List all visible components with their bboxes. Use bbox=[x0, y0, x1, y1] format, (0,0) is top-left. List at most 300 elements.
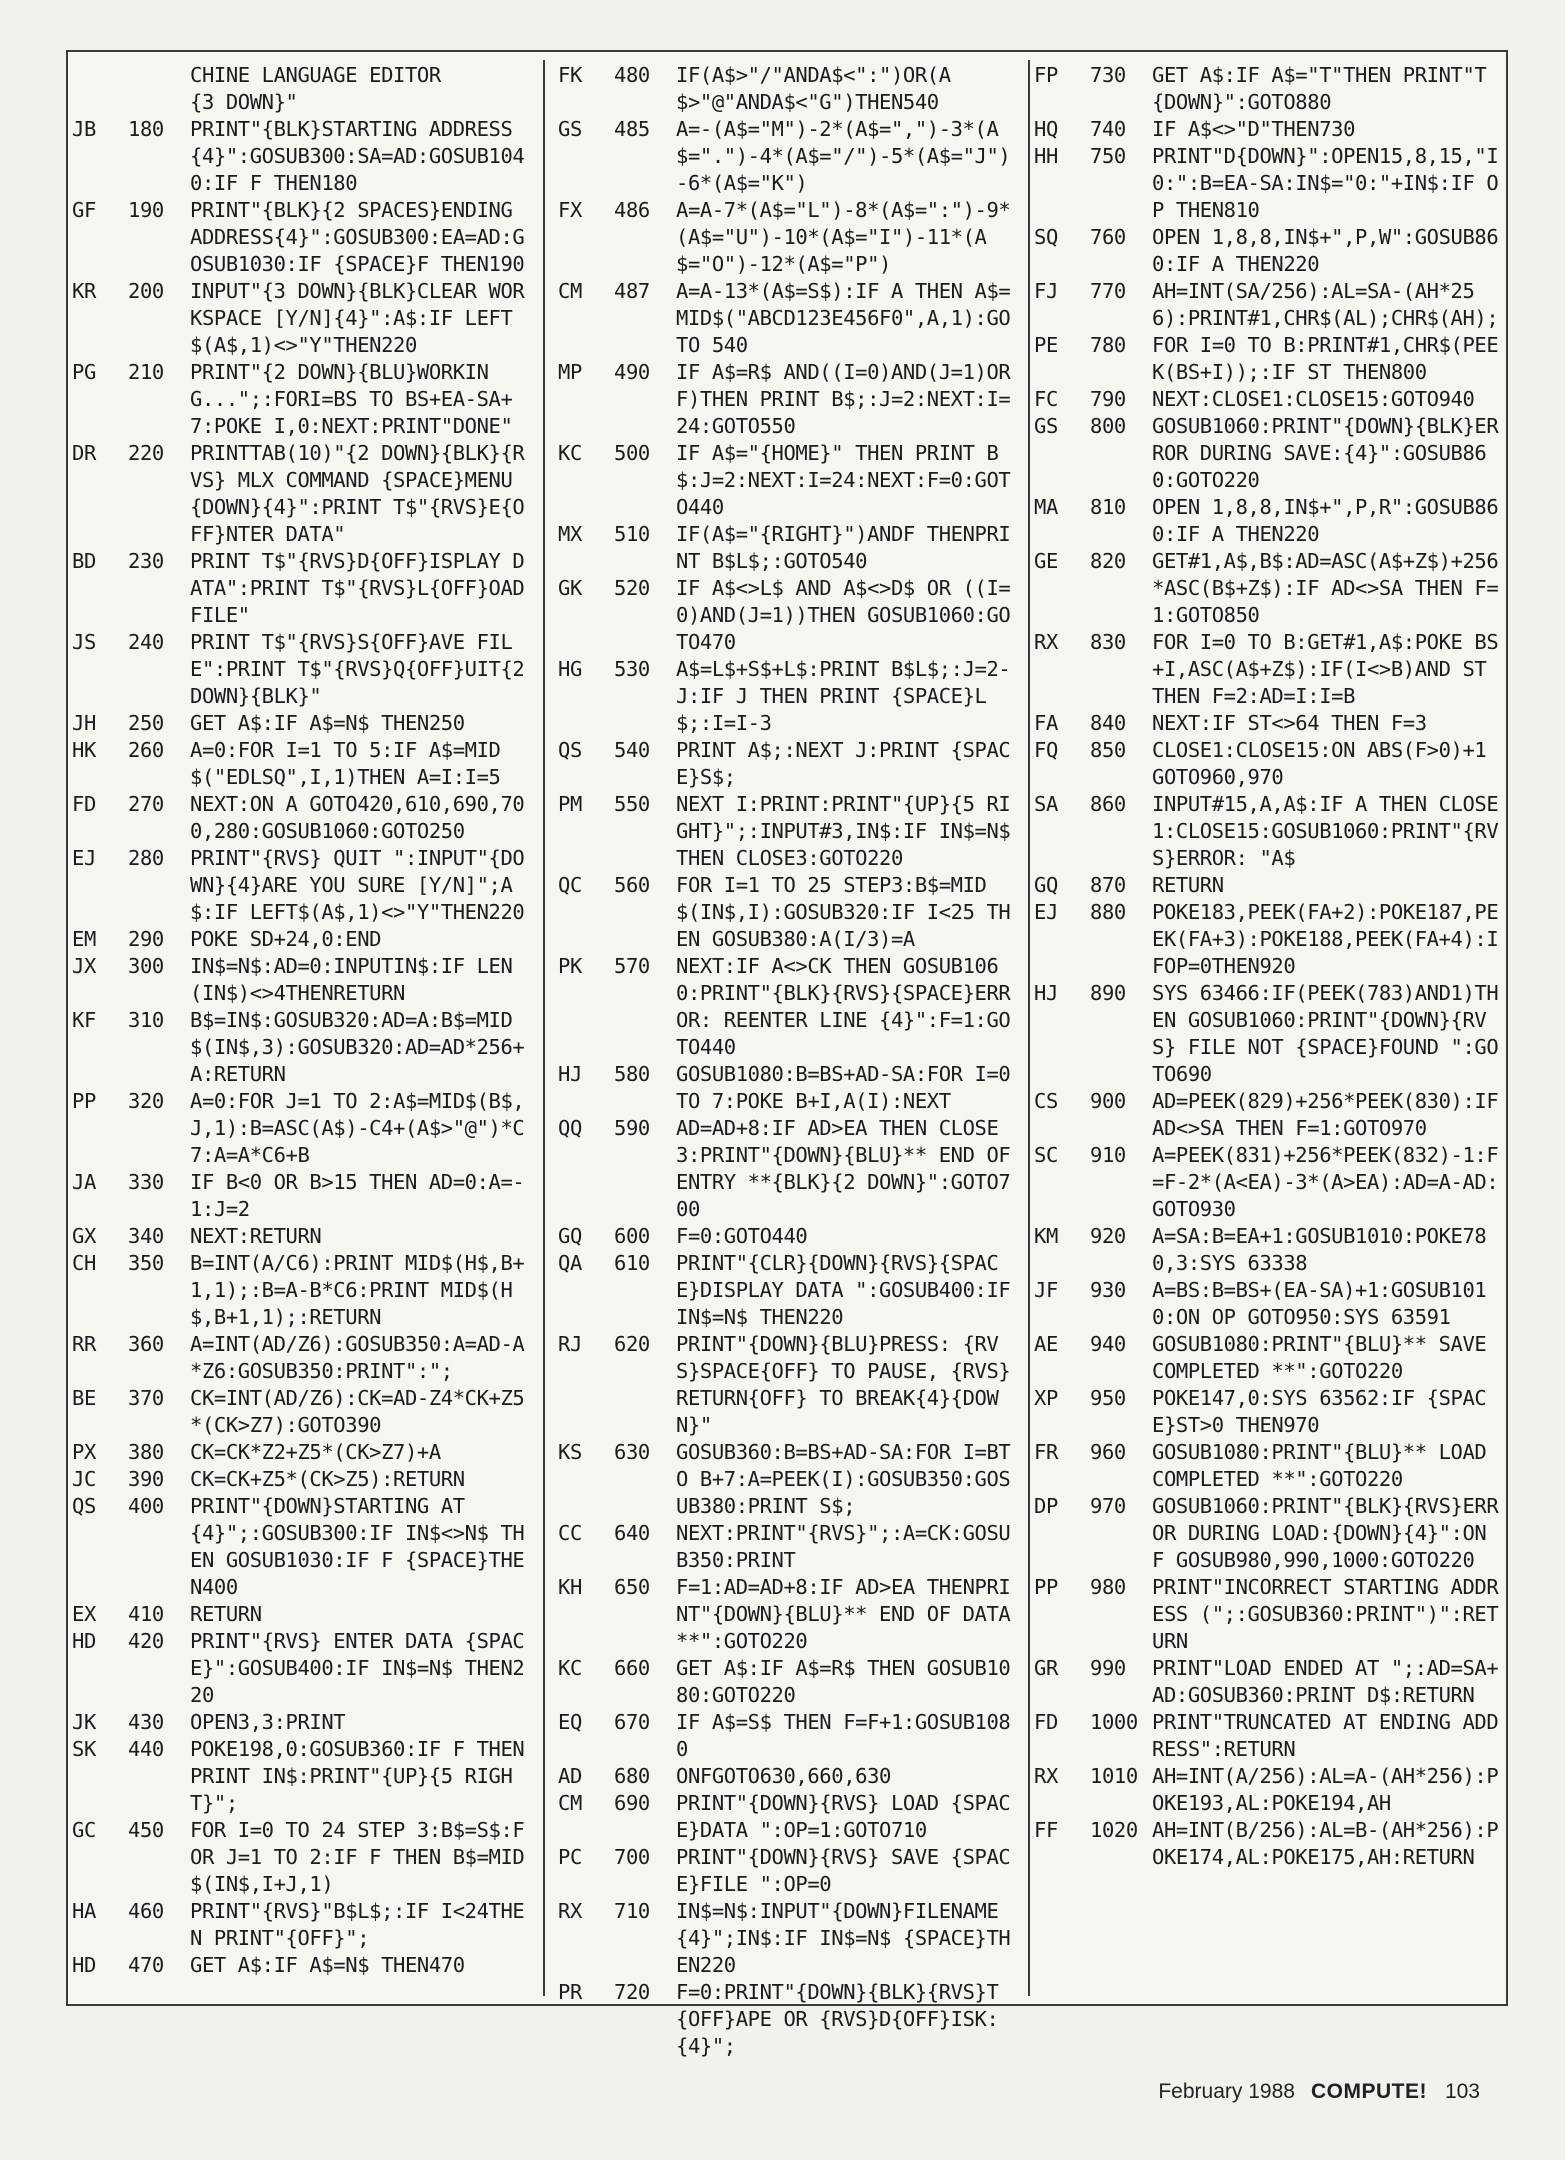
line-number: 520 bbox=[614, 576, 650, 600]
listing-panel bbox=[66, 50, 1511, 2058]
line-number: 490 bbox=[614, 360, 650, 384]
code-line bbox=[72, 1817, 536, 1898]
checksum: JS bbox=[72, 630, 96, 654]
code-text: IF A$<>"D"THEN730 bbox=[1152, 117, 1356, 141]
code-text: NEXT:IF ST<>64 THEN F=3 bbox=[1152, 711, 1427, 735]
checksum: PR bbox=[558, 1980, 582, 2004]
line-number: 650 bbox=[614, 1575, 650, 1599]
code-line bbox=[1034, 1223, 1506, 1277]
code-line bbox=[558, 1844, 1022, 1898]
code-line bbox=[72, 737, 536, 791]
line-number: 940 bbox=[1090, 1332, 1126, 1356]
checksum: PP bbox=[1034, 1575, 1058, 1599]
code-line bbox=[72, 197, 536, 278]
code-line bbox=[558, 62, 1022, 116]
line-number: 680 bbox=[614, 1764, 650, 1788]
code-text: F=0:GOTO440 bbox=[676, 1224, 808, 1248]
checksum: FC bbox=[1034, 387, 1058, 411]
checksum: RX bbox=[558, 1899, 582, 1923]
checksum: KM bbox=[1034, 1224, 1058, 1248]
code-text: IF A$<>L$ AND A$<>D$ OR ((I=0)AND(J=1))THEN GOSUB1060:GOTO470 bbox=[676, 576, 1011, 654]
page-footer bbox=[1000, 2080, 1480, 2104]
code-text: OPEN3,3:PRINT bbox=[190, 1710, 346, 1734]
code-text: PRINT"{BLK}STARTING ADDRESS{4}":GOSUB300:SA=AD:GOSUB1040:IF F THEN180 bbox=[190, 117, 525, 195]
code-line bbox=[72, 1628, 536, 1709]
line-number: 410 bbox=[128, 1602, 164, 1626]
code-line bbox=[558, 1979, 1022, 2060]
code-line bbox=[1034, 413, 1506, 494]
code-line bbox=[72, 1250, 536, 1331]
checksum: HK bbox=[72, 738, 96, 762]
checksum: QA bbox=[558, 1251, 582, 1275]
code-text: IF A$=S$ THEN F=F+1:GOSUB1080 bbox=[676, 1710, 1011, 1761]
code-text: GOSUB360:B=BS+AD-SA:FOR I=BTO B+7:A=PEEK(I):GOSUB350:GOSUB380:PRINT S$; bbox=[676, 1440, 1011, 1518]
checksum: CM bbox=[558, 1791, 582, 1815]
line-number: 660 bbox=[614, 1656, 650, 1680]
code-line bbox=[558, 1115, 1022, 1223]
code-text: A=A-13*(A$=S$):IF A THEN A$=MID$("ABCD123E456F0",A,1):GOTO 540 bbox=[676, 279, 1011, 357]
checksum: HG bbox=[558, 657, 582, 681]
code-line bbox=[1034, 224, 1506, 278]
code-text: SYS 63466:IF(PEEK(783)AND1)THEN GOSUB1060:PRINT"{DOWN}{RVS} FILE NOT {SPACE}FOUND ":GOTO690 bbox=[1152, 981, 1499, 1086]
code-text: POKE198,0:GOSUB360:IF F THEN PRINT IN$:PRINT"{UP}{5 RIGHT}"; bbox=[190, 1737, 537, 1815]
checksum: HJ bbox=[1034, 981, 1058, 1005]
checksum: PE bbox=[1034, 333, 1058, 357]
code-text: PRINT"D{DOWN}":OPEN15,8,15,"I0:":B=EA-SA:IN$="0:"+IN$:IF OP THEN810 bbox=[1152, 144, 1499, 222]
code-line bbox=[1034, 980, 1506, 1088]
line-number: 330 bbox=[128, 1170, 164, 1194]
line-number: 860 bbox=[1090, 792, 1126, 816]
checksum: FD bbox=[1034, 1710, 1058, 1734]
checksum: AE bbox=[1034, 1332, 1058, 1356]
code-text: B$=IN$:GOSUB320:AD=A:B$=MID$(IN$,3):GOSUB320:AD=AD*256+A:RETURN bbox=[190, 1008, 525, 1086]
code-text: NEXT:RETURN bbox=[190, 1224, 322, 1248]
code-text: PRINT"TRUNCATED AT ENDING ADDRESS":RETURN bbox=[1152, 1710, 1499, 1761]
line-number: 200 bbox=[128, 279, 164, 303]
line-number: 840 bbox=[1090, 711, 1126, 735]
checksum: FX bbox=[558, 198, 582, 222]
checksum: CS bbox=[1034, 1089, 1058, 1113]
line-number: 970 bbox=[1090, 1494, 1126, 1518]
code-text: CK=CK*Z2+Z5*(CK>Z7)+A bbox=[190, 1440, 441, 1464]
code-text: POKE183,PEEK(FA+2):POKE187,PEEK(FA+3):POKE188,PEEK(FA+4):IFOP=0THEN920 bbox=[1152, 900, 1499, 978]
line-number: 880 bbox=[1090, 900, 1126, 924]
code-text: AH=INT(B/256):AL=B-(AH*256):POKE174,AL:POKE175,AH:RETURN bbox=[1152, 1818, 1499, 1869]
line-number: 930 bbox=[1090, 1278, 1126, 1302]
line-number: 750 bbox=[1090, 144, 1126, 168]
checksum: QS bbox=[72, 1494, 96, 1518]
checksum: FQ bbox=[1034, 738, 1058, 762]
checksum: GE bbox=[1034, 549, 1058, 573]
code-text: PRINT"{DOWN}{RVS} LOAD {SPACE}DATA ":OP=1:GOTO710 bbox=[676, 1791, 1011, 1842]
line-number: 570 bbox=[614, 954, 650, 978]
code-line bbox=[558, 791, 1022, 872]
code-line bbox=[72, 1088, 536, 1169]
code-line bbox=[72, 62, 536, 116]
checksum: GK bbox=[558, 576, 582, 600]
checksum: MX bbox=[558, 522, 582, 546]
line-number: 950 bbox=[1090, 1386, 1126, 1410]
line-number: 210 bbox=[128, 360, 164, 384]
code-text: PRINTTAB(10)"{2 DOWN}{BLK}{RVS} MLX COMMAND {SPACE}MENU {DOWN}{4}":PRINT T$"{RVS}E{OFF}NTER DATA" bbox=[190, 441, 525, 546]
checksum: MA bbox=[1034, 495, 1058, 519]
code-line bbox=[1034, 737, 1506, 791]
code-text: IF(A$="{RIGHT}")ANDF THENPRINT B$L$;:GOTO540 bbox=[676, 522, 1011, 573]
code-text: PRINT"{RVS} ENTER DATA {SPACE}":GOSUB400:IF IN$=N$ THEN220 bbox=[190, 1629, 525, 1707]
code-line bbox=[1034, 494, 1506, 548]
code-line bbox=[1034, 62, 1506, 116]
line-number: 900 bbox=[1090, 1089, 1126, 1113]
code-line bbox=[1034, 1142, 1506, 1223]
checksum: CC bbox=[558, 1521, 582, 1545]
code-line bbox=[558, 656, 1022, 737]
line-number: 240 bbox=[128, 630, 164, 654]
code-text: NEXT:PRINT"{RVS}";:A=CK:GOSUB350:PRINT bbox=[676, 1521, 1011, 1572]
code-text: PRINT"{2 DOWN}{BLU}WORKING...";:FORI=BS TO BS+EA-SA+7:POKE I,0:NEXT:PRINT"DONE" bbox=[190, 360, 513, 438]
line-number: 730 bbox=[1090, 63, 1126, 87]
line-number: 380 bbox=[128, 1440, 164, 1464]
line-number: 470 bbox=[128, 1953, 164, 1977]
code-text: B=INT(A/C6):PRINT MID$(H$,B+1,1);:B=A-B*C6:PRINT MID$(H$,B+1,1);:RETURN bbox=[190, 1251, 525, 1329]
line-number: 580 bbox=[614, 1062, 650, 1086]
line-number: 220 bbox=[128, 441, 164, 465]
code-text: PRINT"{CLR}{DOWN}{RVS}{SPACE}DISPLAY DATA ":GOSUB400:IF IN$=N$ THEN220 bbox=[676, 1251, 1023, 1329]
line-number: 260 bbox=[128, 738, 164, 762]
listing-column-3 bbox=[1034, 62, 1511, 1996]
checksum: KS bbox=[558, 1440, 582, 1464]
code-line bbox=[72, 278, 536, 359]
checksum: FJ bbox=[1034, 279, 1058, 303]
line-number: 270 bbox=[128, 792, 164, 816]
code-line bbox=[1034, 1439, 1506, 1493]
code-text: F=1:AD=AD+8:IF AD>EA THENPRINT"{DOWN}{BLU}** END OF DATA **":GOTO220 bbox=[676, 1575, 1023, 1653]
checksum: XP bbox=[1034, 1386, 1058, 1410]
line-number: 460 bbox=[128, 1899, 164, 1923]
line-number: 600 bbox=[614, 1224, 650, 1248]
checksum: GR bbox=[1034, 1656, 1058, 1680]
listing-column-1 bbox=[72, 62, 536, 1996]
code-text: GOSUB1080:PRINT"{BLU}** SAVE COMPLETED **":GOTO220 bbox=[1152, 1332, 1499, 1383]
code-text: ONFGOTO630,660,630 bbox=[676, 1764, 891, 1788]
code-line bbox=[558, 1520, 1022, 1574]
code-line bbox=[558, 1709, 1022, 1763]
line-number: 710 bbox=[614, 1899, 650, 1923]
checksum: MP bbox=[558, 360, 582, 384]
code-line bbox=[1034, 1277, 1506, 1331]
checksum: PM bbox=[558, 792, 582, 816]
code-text: A=-(A$="M")-2*(A$=",")-3*(A$=".")-4*(A$="/")-5*(A$="J")-6*(A$="K") bbox=[676, 117, 1011, 195]
checksum: RX bbox=[1034, 630, 1058, 654]
code-line bbox=[558, 1655, 1022, 1709]
code-text: AH=INT(A/256):AL=A-(AH*256):POKE193,AL:POKE194,AH bbox=[1152, 1764, 1499, 1815]
code-text: PRINT"{DOWN}{RVS} SAVE {SPACE}FILE ":OP=0 bbox=[676, 1845, 1011, 1896]
line-number: 1010 bbox=[1090, 1764, 1138, 1788]
checksum: QS bbox=[558, 738, 582, 762]
code-line bbox=[558, 197, 1022, 278]
checksum: JK bbox=[72, 1710, 96, 1734]
line-number: 670 bbox=[614, 1710, 650, 1734]
checksum: FD bbox=[72, 792, 96, 816]
line-number: 610 bbox=[614, 1251, 650, 1275]
code-line bbox=[558, 1574, 1022, 1655]
code-line bbox=[558, 1331, 1022, 1439]
code-line bbox=[558, 872, 1022, 953]
line-number: 340 bbox=[128, 1224, 164, 1248]
line-number: 230 bbox=[128, 549, 164, 573]
code-text: GET A$:IF A$="T"THEN PRINT"T{DOWN}":GOTO880 bbox=[1152, 63, 1487, 114]
code-line bbox=[72, 1493, 536, 1601]
checksum: GQ bbox=[558, 1224, 582, 1248]
code-line bbox=[1034, 1709, 1506, 1763]
checksum: GQ bbox=[1034, 873, 1058, 897]
checksum: FP bbox=[1034, 63, 1058, 87]
code-text: A$=L$+S$+L$:PRINT B$L$;:J=2-J:IF J THEN PRINT {SPACE}L$;:I=I-3 bbox=[676, 657, 1011, 735]
line-number: 700 bbox=[614, 1845, 650, 1869]
line-number: 370 bbox=[128, 1386, 164, 1410]
line-number: 480 bbox=[614, 63, 650, 87]
code-line bbox=[72, 1898, 536, 1952]
checksum: JH bbox=[72, 711, 96, 735]
code-text: PRINT T$"{RVS}D{OFF}ISPLAY DATA":PRINT T$"{RVS}L{OFF}OAD FILE" bbox=[190, 549, 537, 627]
checksum: HD bbox=[72, 1953, 96, 1977]
code-line bbox=[1034, 1763, 1506, 1817]
code-line bbox=[558, 278, 1022, 359]
code-line bbox=[72, 1466, 536, 1493]
checksum: KR bbox=[72, 279, 96, 303]
line-number: 280 bbox=[128, 846, 164, 870]
checksum: DP bbox=[1034, 1494, 1058, 1518]
code-line bbox=[1034, 629, 1506, 710]
code-line bbox=[558, 1223, 1022, 1250]
code-text: CLOSE1:CLOSE15:ON ABS(F>0)+1 GOTO960,970 bbox=[1152, 738, 1499, 789]
code-line bbox=[1034, 872, 1506, 899]
checksum: CM bbox=[558, 279, 582, 303]
code-line bbox=[558, 440, 1022, 521]
line-number: 350 bbox=[128, 1251, 164, 1275]
code-line bbox=[72, 1601, 536, 1628]
code-text: AD=AD+8:IF AD>EA THEN CLOSE3:PRINT"{DOWN}{BLU}** END OF ENTRY **{BLK}{2 DOWN}":GOTO700 bbox=[676, 1116, 1023, 1221]
line-number: 740 bbox=[1090, 117, 1126, 141]
checksum: JF bbox=[1034, 1278, 1058, 1302]
code-line bbox=[72, 791, 536, 845]
code-line bbox=[1034, 278, 1506, 332]
line-number: 990 bbox=[1090, 1656, 1126, 1680]
code-line bbox=[558, 1439, 1022, 1520]
line-number: 510 bbox=[614, 522, 650, 546]
line-number: 890 bbox=[1090, 981, 1126, 1005]
line-number: 760 bbox=[1090, 225, 1126, 249]
code-text: RETURN bbox=[190, 1602, 262, 1626]
code-text: PRINT"{DOWN}{BLU}PRESS: {RVS}SPACE{OFF} TO PAUSE, {RVS}RETURN{OFF} TO BREAK{4}{DOWN}" bbox=[676, 1332, 1011, 1437]
code-text: PRINT"LOAD ENDED AT ";:AD=SA+AD:GOSUB360:PRINT D$:RETURN bbox=[1152, 1656, 1499, 1707]
code-line bbox=[558, 359, 1022, 440]
line-number: 820 bbox=[1090, 549, 1126, 573]
checksum: KC bbox=[558, 1656, 582, 1680]
code-text: CK=INT(AD/Z6):CK=AD-Z4*CK+Z5*(CK>Z7):GOTO390 bbox=[190, 1386, 525, 1437]
code-text: GET#1,A$,B$:AD=ASC(A$+Z$)+256*ASC(B$+Z$):IF AD<>SA THEN F=1:GOTO850 bbox=[1152, 549, 1499, 627]
code-line bbox=[72, 116, 536, 197]
code-line bbox=[72, 629, 536, 710]
checksum: HJ bbox=[558, 1062, 582, 1086]
checksum: KF bbox=[72, 1008, 96, 1032]
line-number: 640 bbox=[614, 1521, 650, 1545]
code-line bbox=[558, 521, 1022, 575]
code-line bbox=[558, 953, 1022, 1061]
checksum: RR bbox=[72, 1332, 96, 1356]
line-number: 390 bbox=[128, 1467, 164, 1491]
line-number: 290 bbox=[128, 927, 164, 951]
line-number: 560 bbox=[614, 873, 650, 897]
checksum: PK bbox=[558, 954, 582, 978]
code-text: AH=INT(SA/256):AL=SA-(AH*256):PRINT#1,CHR$(AL);CHR$(AH); bbox=[1152, 279, 1499, 330]
code-line bbox=[1034, 548, 1506, 629]
checksum: PP bbox=[72, 1089, 96, 1113]
line-number: 980 bbox=[1090, 1575, 1126, 1599]
column-divider bbox=[543, 60, 545, 1996]
checksum: EJ bbox=[1034, 900, 1058, 924]
line-number: 485 bbox=[614, 117, 650, 141]
code-text: CK=CK+Z5*(CK>Z5):RETURN bbox=[190, 1467, 465, 1491]
checksum: EX bbox=[72, 1602, 96, 1626]
line-number: 420 bbox=[128, 1629, 164, 1653]
code-line bbox=[558, 575, 1022, 656]
code-text: F=0:PRINT"{DOWN}{BLK}{RVS}T{OFF}APE OR {RVS}D{OFF}ISK: {4}"; bbox=[676, 1980, 1011, 2058]
line-number: 780 bbox=[1090, 333, 1126, 357]
code-text: NEXT:ON A GOTO420,610,690,700,280:GOSUB1060:GOTO250 bbox=[190, 792, 525, 843]
line-number: 190 bbox=[128, 198, 164, 222]
checksum: GX bbox=[72, 1224, 96, 1248]
code-text: A=SA:B=EA+1:GOSUB1010:POKE780,3:SYS 63338 bbox=[1152, 1224, 1487, 1275]
line-number: 630 bbox=[614, 1440, 650, 1464]
code-line bbox=[1034, 1385, 1506, 1439]
line-number: 450 bbox=[128, 1818, 164, 1842]
checksum: HA bbox=[72, 1899, 96, 1923]
code-text: GET A$:IF A$=R$ THEN GOSUB1080:GOTO220 bbox=[676, 1656, 1011, 1707]
code-text: IN$=N$:AD=0:INPUTIN$:IF LEN(IN$)<>4THENRETURN bbox=[190, 954, 513, 1005]
code-text: GET A$:IF A$=N$ THEN470 bbox=[190, 1953, 465, 1977]
code-line bbox=[1034, 1574, 1506, 1655]
line-number: 430 bbox=[128, 1710, 164, 1734]
code-line bbox=[558, 1061, 1022, 1115]
code-text: OPEN 1,8,8,IN$+",P,R":GOSUB860:IF A THEN220 bbox=[1152, 495, 1499, 546]
code-line bbox=[72, 1223, 536, 1250]
checksum: JB bbox=[72, 117, 96, 141]
code-text: IF B<0 OR B>15 THEN AD=0:A=-1:J=2 bbox=[190, 1170, 525, 1221]
footer-page-number: 103 bbox=[1444, 2080, 1480, 2103]
code-text: CHINE LANGUAGE EDITOR {3 DOWN}" bbox=[190, 63, 441, 114]
code-text: NEXT:IF A<>CK THEN GOSUB1060:PRINT"{BLK}{RVS}{SPACE}ERROR: REENTER LINE {4}":F=1:GOTO440 bbox=[676, 954, 1011, 1059]
code-text: GOSUB1060:PRINT"{DOWN}{BLK}ERROR DURING SAVE:{4}":GOSUB860:GOTO220 bbox=[1152, 414, 1499, 492]
code-text: GOSUB1080:PRINT"{BLU}** LOAD COMPLETED **":GOTO220 bbox=[1152, 1440, 1499, 1491]
checksum bbox=[72, 62, 128, 116]
line-number: 1020 bbox=[1090, 1818, 1138, 1842]
line-number: 620 bbox=[614, 1332, 650, 1356]
code-line bbox=[558, 1763, 1022, 1790]
checksum: AD bbox=[558, 1764, 582, 1788]
line-number: 770 bbox=[1090, 279, 1126, 303]
code-text: GOSUB1080:B=BS+AD-SA:FOR I=0 TO 7:POKE B+I,A(I):NEXT bbox=[676, 1062, 1023, 1113]
code-text: FOR I=1 TO 25 STEP3:B$=MID$(IN$,I):GOSUB320:IF I<25 THEN GOSUB380:A(I/3)=A bbox=[676, 873, 1011, 951]
code-text: A=0:FOR I=1 TO 5:IF A$=MID$("EDLSQ",I,1)THEN A=I:I=5 bbox=[190, 738, 501, 789]
code-text: FOR I=0 TO 24 STEP 3:B$=S$:FOR J=1 TO 2:IF F THEN B$=MID$(IN$,I+J,1) bbox=[190, 1818, 525, 1896]
line-number: 487 bbox=[614, 279, 650, 303]
code-text: IF A$="{HOME}" THEN PRINT B$:J=2:NEXT:I=24:NEXT:F=0:GOTO440 bbox=[676, 441, 1011, 519]
checksum: GC bbox=[72, 1818, 96, 1842]
code-text: INPUT"{3 DOWN}{BLK}CLEAR WORKSPACE [Y/N]{4}":A$:IF LEFT$(A$,1)<>"Y"THEN220 bbox=[190, 279, 525, 357]
code-line bbox=[1034, 1493, 1506, 1574]
code-text: RETURN bbox=[1152, 873, 1224, 897]
checksum: FF bbox=[1034, 1818, 1058, 1842]
checksum: JX bbox=[72, 954, 96, 978]
code-line bbox=[72, 710, 536, 737]
code-line bbox=[72, 1736, 536, 1817]
code-line bbox=[72, 440, 536, 548]
checksum: JA bbox=[72, 1170, 96, 1194]
line-number: 830 bbox=[1090, 630, 1126, 654]
code-line bbox=[1034, 1655, 1506, 1709]
line-number: 910 bbox=[1090, 1143, 1126, 1167]
code-line bbox=[558, 1898, 1022, 1979]
column-divider bbox=[1028, 60, 1030, 1996]
checksum: FR bbox=[1034, 1440, 1058, 1464]
code-text: A=A-7*(A$="L")-8*(A$=":")-9*(A$="U")-10*(A$="I")-11*(A$="O")-12*(A$="P") bbox=[676, 198, 1011, 276]
line-number: 960 bbox=[1090, 1440, 1126, 1464]
code-text: AD=PEEK(829)+256*PEEK(830):IF AD<>SA THEN F=1:GOTO970 bbox=[1152, 1089, 1511, 1140]
code-text: PRINT T$"{RVS}S{OFF}AVE FILE":PRINT T$"{RVS}Q{OFF}UIT{2 DOWN}{BLK}" bbox=[190, 630, 537, 708]
checksum: KH bbox=[558, 1575, 582, 1599]
code-text: IF(A$>"/"ANDA$<":")OR(A$>"@"ANDA$<"G")THEN540 bbox=[676, 63, 951, 114]
code-text: GOSUB1060:PRINT"{BLK}{RVS}ERROR DURING LOAD:{DOWN}{4}":ON F GOSUB980,990,1000:GOTO220 bbox=[1152, 1494, 1499, 1572]
code-line bbox=[558, 1250, 1022, 1331]
code-text: PRINT"{RVS}"B$L$;:IF I<24THEN PRINT"{OFF}"; bbox=[190, 1899, 525, 1950]
footer-magazine: COMPUTE! bbox=[1310, 2080, 1427, 2103]
code-text: IF A$=R$ AND((I=0)AND(J=1)OR F)THEN PRINT B$;:J=2:NEXT:I=24:GOTO550 bbox=[676, 360, 1023, 438]
code-line bbox=[1034, 1088, 1511, 1142]
line-number: 850 bbox=[1090, 738, 1126, 762]
line-number: 180 bbox=[128, 117, 164, 141]
checksum: PC bbox=[558, 1845, 582, 1869]
code-text: A=PEEK(831)+256*PEEK(832)-1:F=F-2*(A<EA)-3*(A>EA):AD=A-AD:GOTO930 bbox=[1152, 1143, 1499, 1221]
checksum: DR bbox=[72, 441, 96, 465]
checksum: SQ bbox=[1034, 225, 1058, 249]
code-text: PRINT"{RVS} QUIT ":INPUT"{DOWN}{4}ARE YOU SURE [Y/N]";A$:IF LEFT$(A$,1)<>"Y"THEN220 bbox=[190, 846, 525, 924]
checksum: PG bbox=[72, 360, 96, 384]
code-text: A=BS:B=BS+(EA-SA)+1:GOSUB1010:ON OP GOTO950:SYS 63591 bbox=[1152, 1278, 1487, 1329]
listing-column-2 bbox=[558, 62, 1023, 2058]
code-line bbox=[72, 1952, 536, 1979]
code-text: PRINT"{DOWN}STARTING AT{4}";:GOSUB300:IF IN$<>N$ THEN GOSUB1030:IF F {SPACE}THEN400 bbox=[190, 1494, 525, 1599]
line-number: 360 bbox=[128, 1332, 164, 1356]
code-line bbox=[72, 1169, 536, 1223]
code-line bbox=[558, 1790, 1022, 1844]
code-line bbox=[1034, 1817, 1506, 1871]
code-line bbox=[1034, 386, 1506, 413]
code-text: FOR I=0 TO B:GET#1,A$:POKE BS+I,ASC(A$+Z$):IF(I<>B)AND ST THEN F=2:AD=I:I=B bbox=[1152, 630, 1499, 708]
line-number: 486 bbox=[614, 198, 650, 222]
code-line bbox=[72, 1439, 536, 1466]
checksum: HQ bbox=[1034, 117, 1058, 141]
code-line bbox=[1034, 1331, 1506, 1385]
checksum: QQ bbox=[558, 1116, 582, 1140]
line-number: 400 bbox=[128, 1494, 164, 1518]
code-line bbox=[72, 1709, 536, 1736]
line-number: 310 bbox=[128, 1008, 164, 1032]
line-number: 690 bbox=[614, 1791, 650, 1815]
checksum: SK bbox=[72, 1737, 96, 1761]
code-text: OPEN 1,8,8,IN$+",P,W":GOSUB860:IF A THEN220 bbox=[1152, 225, 1499, 276]
checksum: KC bbox=[558, 441, 582, 465]
code-text: GET A$:IF A$=N$ THEN250 bbox=[190, 711, 465, 735]
